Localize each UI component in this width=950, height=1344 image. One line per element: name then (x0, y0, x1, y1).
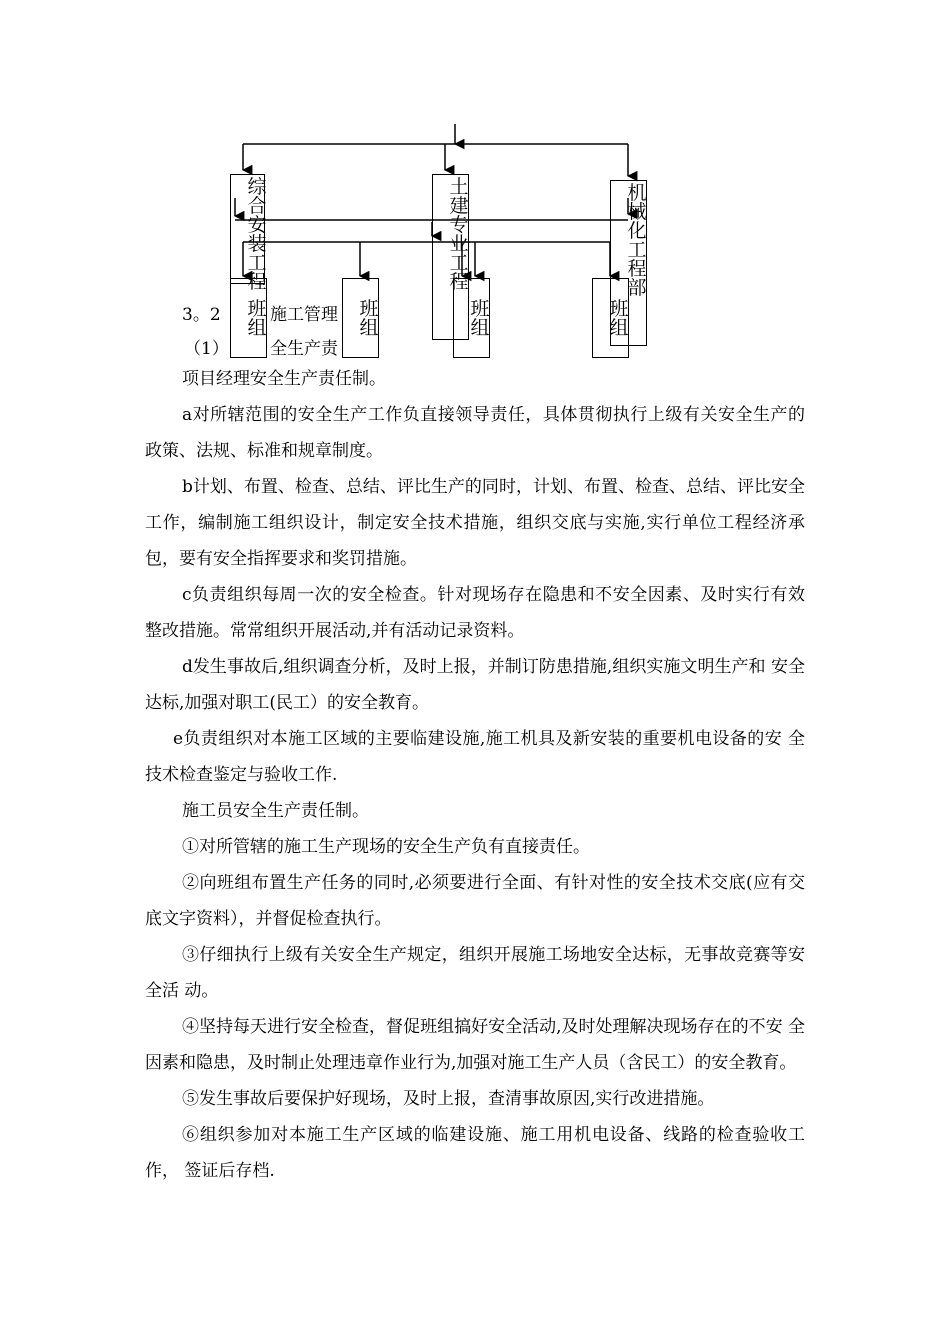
team-label-2: 班组 (359, 298, 379, 339)
paragraph-item-c: c负责组织每周一次的安全检查。针对现场存在隐患和不安全因素、及时实行有效 整改措施。常常组织开展活动,并有活动记录资料。 (145, 585, 805, 641)
team-label-1: 班组 (247, 298, 267, 339)
section-sub-number: （1） (184, 339, 229, 359)
paragraph-item-1: ①对所管辖的施工生产现场的安全生产负有直接责任。 (182, 837, 590, 857)
paragraph-item-b: b计划、布置、检查、总结、评比生产的同时，计划、布置、检查、总结、评比安全 工作，编制施工组织设计，制定安全技术措施，组织交底与实施,实行单位工程经济承包，要有安全指挥要求和奖罚措施。 (145, 477, 805, 569)
document-body (145, 361, 805, 1189)
dept-label-civil: 土建专业工程 (449, 176, 469, 293)
dept-label-installation: 综合安装工程 (247, 176, 267, 293)
section-heading-text: 施工管理 (270, 305, 338, 325)
paragraph-item-e: e负责组织对本施工区域的主要临建设施,施工机具及新安装的重要机电设备的安 全技术检查鉴定与验收工作. (145, 729, 805, 785)
paragraph-item-6: ⑥组织参加对本施工生产区域的临建设施、施工用机电设备、线路的检查验收工作， 签证后存档. (145, 1125, 805, 1181)
team-label-3: 班组 (470, 298, 490, 339)
paragraph-item-3: ③仔细执行上级有关安全生产规定，组织开展施工场地安全达标，无事故竞赛等安全活 动。 (145, 945, 805, 1001)
paragraph-constructor-title: 施工员安全生产责任制。 (182, 801, 369, 821)
paragraph-pm-title: 项目经理安全生产责任制。 (182, 369, 386, 389)
paragraph-item-2: ②向班组布置生产任务的同时,必须要进行全面、有针对性的安全技术交底(应有交 底文字资料），并督促检查执行。 (145, 873, 805, 929)
team-label-4: 班组 (609, 298, 629, 339)
paragraph-item-a: a对所辖范围的安全生产工作负直接领导责任，具体贯彻执行上级有关安全生产的 政策、法规、标准和规章制度。 (145, 405, 805, 461)
paragraph-item-d: d发生事故后,组织调查分析，及时上报，并制订防患措施,组织实施文明生产和 安全达标,加强对职工(民工）的安全教育。 (145, 657, 805, 713)
paragraph-item-5: ⑤发生事故后要保护好现场，及时上报，查清事故原因,实行改进措施。 (182, 1089, 715, 1109)
section-sub-text: 全生产责 (270, 339, 338, 359)
section-heading-number: 3。2 (182, 305, 221, 325)
paragraph-item-4: ④坚持每天进行安全检查，督促班组搞好安全活动,及时处理解决现场存在的不安 全因素和隐患，及时制止处理违章作业行为,加强对施工生产人员（含民工）的安全教育。 (145, 1017, 805, 1073)
org-chart (0, 0, 950, 380)
dept-label-mechanization: 机械化工程部 (627, 182, 647, 299)
